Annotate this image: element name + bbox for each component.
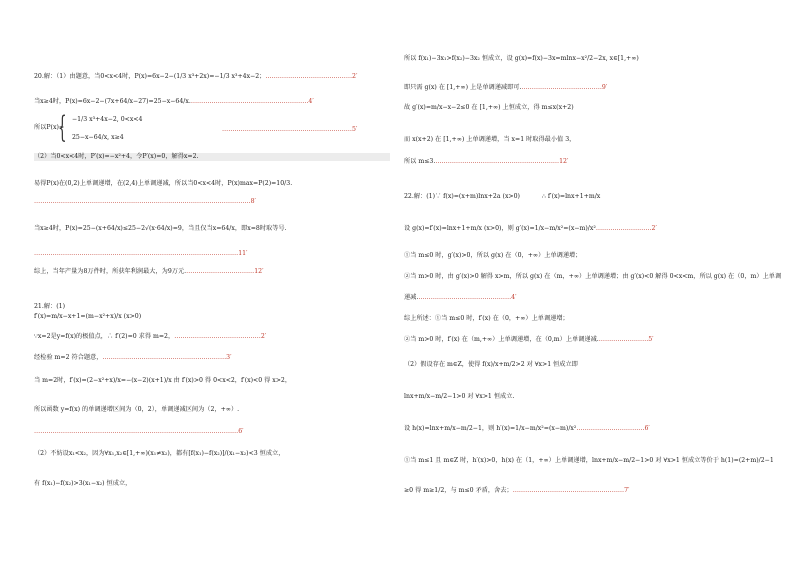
q22-line2: 设 g(x)=f′(x)=lnx+1+m/x (x>0)，则 g′(x)=1/x−m/x²=(x−m)/x²………………………2′ bbox=[404, 225, 657, 232]
q20-part2-line3: 当x≥4时，P(x)=25−(x+64/x)≤25−2√(x·64/x)=9，当且仅当x=64/x，即x=8时取等号. bbox=[34, 225, 287, 232]
q21-derivative: f′(x)=m/x−x+1=(m−x²+x)/x (x>0) bbox=[34, 313, 142, 320]
q22-part2-line1: （2）假设存在 m∈Z，使得 f(x)/x+m/2>2 对 ∀x>1 恒成立即 bbox=[404, 361, 578, 368]
q20-piecewise-label: 所以P(x)= bbox=[34, 124, 65, 131]
q22-summary1: 综上所述：①当 m≤0 时，f′(x) 在（0，+∞）上单调递增； bbox=[404, 315, 569, 322]
q22-line4: ②当 m>0 时，由 g′(x)>0 解得 x>m，所以 g(x) 在（m，+∞）上单调递增；由 g′(x)<0 解得 0<x<m，所以 g(x) 在（0，m）上单调 bbox=[404, 273, 782, 280]
piecewise-brace: { bbox=[58, 110, 67, 145]
q22-part2-line2: lnx+m/x−m/2−1>0 对 ∀x>1 恒成立. bbox=[404, 393, 515, 400]
q21-line4: 当 m=2时，f′(x)=(2−x²+x)/x=−(x−2)(x+1)/x 由 f′(x)>0 得 0<x<2，f′(x)<0 得 x>2， bbox=[34, 377, 292, 384]
q21-part2-line1: （2）不妨设x₁<x₂，因为∀x₁,x₂∈[1,+∞)(x₁≠x₂)，都有[f(x₁)−f(x₂)]/(x₁−x₂)<3 恒成立， bbox=[34, 450, 285, 457]
q20-part2-line2: 易得P(x)在(0,2)上单调递增，在(2,4)上单调递减，所以当0<x<4时，P(x)max=P(2)=10/3. bbox=[34, 180, 293, 187]
q20-line1: 20.解：（1）由题意，当0<x<4时，P(x)=6x−2−(1/3 x³+2x)=−1/3 x³+4x−2；……………………………………2′ bbox=[34, 73, 358, 80]
q20-piece1: −1/3 x³+4x−2, 0<x<4 bbox=[72, 116, 143, 123]
q21-cont-line1: 所以 f(x₁)−3x₁>f(x₂)−3x₂ 恒成立，设 g(x)=f(x)−3x=mlnx−x²/2−2x, x∈[1,+∞) bbox=[404, 55, 639, 62]
q20-line2: 当x≥4时，P(x)=6x−2−(7x+64/x−27)=25−x−64/x.…………………………………………………4′ bbox=[34, 98, 314, 105]
q22-line3: ①当 m≤0 时，g′(x)>0，所以 g(x) 在（0，+∞）上单调递增； bbox=[404, 252, 582, 259]
q20-score8: ……………………………………………………………………………………………8′ bbox=[34, 198, 256, 205]
q21-part2-line2: 有 f(x₁)−f(x₂)>3(x₁−x₂) 恒成立， bbox=[34, 480, 132, 487]
q21-line3: 经检验 m=2 符合题意，……………………………………………………3′ bbox=[34, 354, 232, 361]
q21-cont-line2: 即只需 g(x) 在 [1,+∞) 上是单调递减即可.…………………………………9′ bbox=[404, 84, 608, 91]
q20-part2-line1: （2）当0<x<4时，P′(x)=−x²+4，令P′(x)=0，解得x=2. bbox=[34, 153, 390, 161]
q21-cont-line4: 而 x(x+2) 在 [1,+∞) 上单调递增，当 x=1 时取得最小值 3， bbox=[404, 136, 576, 143]
q22-summary2: ②当 m>0 时，f′(x) 在（m,+∞）上单调递增，在（0,m）上单调递减.……………………5′ bbox=[404, 336, 654, 343]
q21-cont-line3: 故 g′(x)=m/x−x−2≤0 在 [1,+∞) 上恒成立，得 m≤x(x+2) bbox=[404, 104, 574, 111]
q22-part2-line3: 设 h(x)=lnx+m/x−m/2−1，则 h′(x)=1/x−m/x²=(x−m)/x²……………………………6′ bbox=[404, 425, 650, 432]
q20-piece2: 25−x−64/x, x≥4 bbox=[72, 134, 124, 141]
q20-conclusion: 综上，当年产量为8万件时，所获年利润最大，为9万元.……………………………12′ bbox=[34, 268, 264, 275]
q21-score6: ………………………………………………………………………………………6′ bbox=[34, 428, 244, 435]
q20-score5: ………………………………………………………5′ bbox=[222, 126, 358, 133]
q22-part2-line4: ①当 m≤1 且 m∈Z 时，h′(x)>0，h(x) 在（1，+∞）上单调递增，lnx+m/x−m/2−1>0 对 ∀x>1 恒成立等价于 h(1)=(2+m)/2−1 bbox=[404, 457, 774, 464]
q21-line2: ∵x=2是y=f(x)的极值点，∴ f′(2)=0 求得 m=2，……………………………………2′ bbox=[34, 333, 267, 340]
q21-cont-line5: 所以 m≤3.……………………………………………………12′ bbox=[404, 158, 569, 165]
q20-score11: ………………………………………………………………………………………11′ bbox=[34, 250, 248, 257]
q22-part2-line5: ≥0 得 m≥1/2，与 m≤0 矛盾，舍去；………………………………………………7′ bbox=[404, 487, 630, 494]
q22-title: 22.解：(1)∵ f(x)=(x+m)lnx+2a (x>0) ∴ f′(x)=lnx+1+m/x bbox=[404, 193, 601, 200]
q22-line5: 递减.………………………………………4′ bbox=[404, 294, 517, 301]
q21-title: 21.解：(1) bbox=[34, 303, 65, 310]
q21-line5: 所以函数 y=f(x) 的单调递增区间为（0，2），单调递减区间为（2，+∞）. bbox=[34, 406, 240, 413]
